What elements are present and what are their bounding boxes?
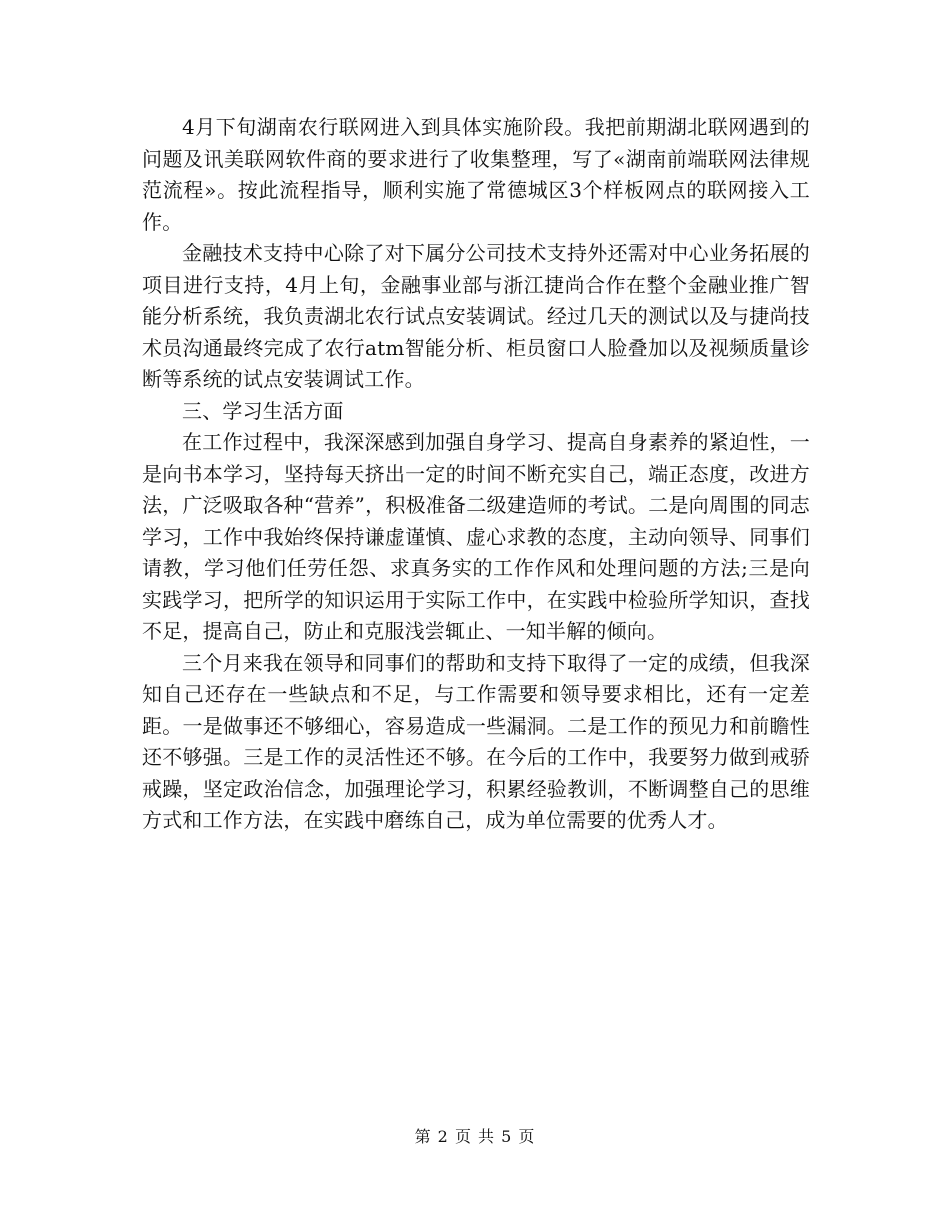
document-body <box>142 112 810 837</box>
paragraph-study: 在工作过程中，我深深感到加强自身学习、提高自身素养的紧迫性，一是向书本学习，坚持每天挤出一定的时间不断充实自己，端正态度，改进方法，广泛吸取各种“营养”，积极准备二级建造师的考试。二是向周围的同志学习，工作中我始终保持谦虚谨慎、虚心求教的态度，主动向领导、同事们请教，学习他们任劳任怨、求真务实的工作作风和处理问题的方法;三是向实践学习，把所学的知识运用于实际工作中，在实践中检验所学知识，查找不足，提高自己，防止和克服浅尝辄止、一知半解的倾向。 <box>142 430 810 643</box>
page-number-footer: 第 2 页 共 5 页 <box>414 1127 536 1146</box>
paragraph-hunan-network: 4月下旬湖南农行联网进入到具体实施阶段。我把前期湖北联网遇到的问题及讯美联网软件商的要求进行了收集整理，写了«湖南前端联网法律规范流程»。按此流程指导，顺利实施了常德城区3个样板网点的联网接入工作。 <box>142 115 810 234</box>
paragraph-summary: 三个月来我在领导和同事们的帮助和支持下取得了一定的成绩，但我深知自己还存在一些缺点和不足，与工作需要和领导要求相比，还有一定差距。一是做事还不够细心，容易造成一些漏洞。二是工作的预见力和前瞻性还不够强。三是工作的灵活性还不够。在今后的工作中，我要努力做到戒骄戒躁，坚定政治信念，加强理论学习，积累经验教训，不断调整自己的思维方式和工作方法，在实践中磨练自己，成为单位需要的优秀人才。 <box>142 650 810 832</box>
section-heading-study: 三、学习生活方面 <box>182 398 344 423</box>
paragraph-tech-support: 金融技术支持中心除了对下属分公司技术支持外还需对中心业务拓展的项目进行支持，4月上旬，金融事业部与浙江捷尚合作在整个金融业推广智能分析系统，我负责湖北农行试点安装调试。经过几天的测试以及与捷尚技术员沟通最终完成了农行atm智能分析、柜员窗口人脸叠加以及视频质量诊断等系统的试点安装调试工作。 <box>142 241 810 391</box>
